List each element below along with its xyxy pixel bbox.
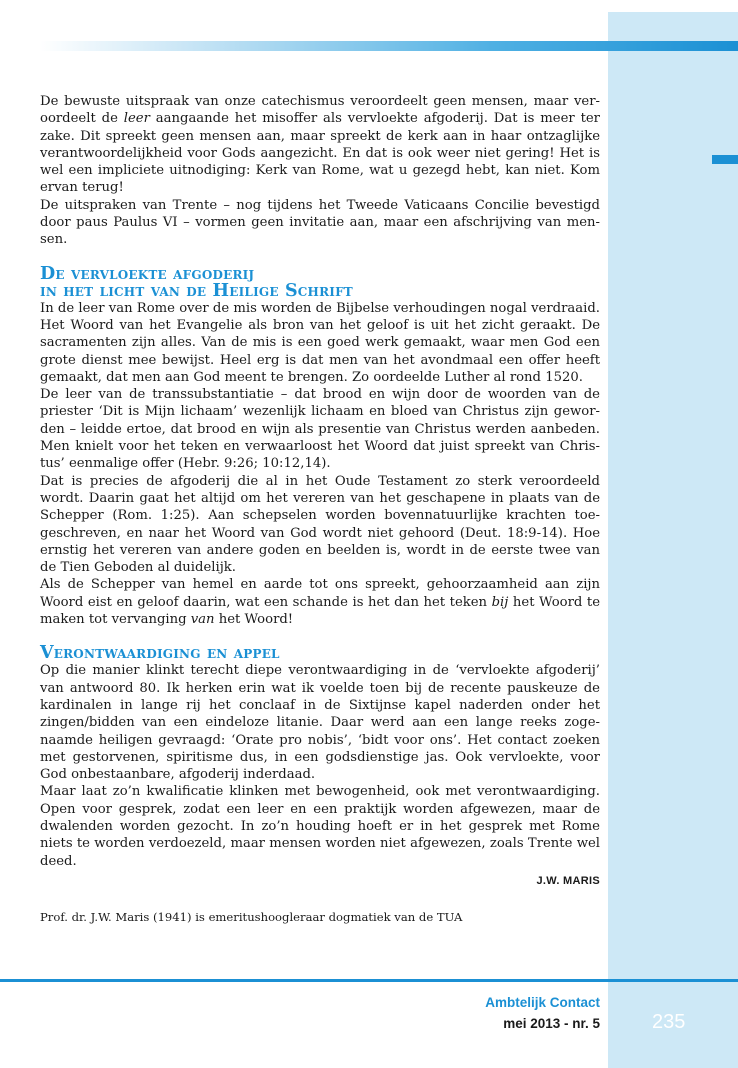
paragraph-2: De uitspraken van Trente – nog tijdens het Tweede Vaticaans Concilie bevestigd door paus Paulus VI – vormen geen invitatie aan, maar een afschrijving van mensen.: [40, 197, 600, 248]
section-heading-verontwaardiging: [40, 645, 600, 662]
emphasis-text: van: [190, 612, 215, 628]
heading-2-text: Verontwaardiging en appel: [40, 643, 280, 664]
paragraph-1: De bewuste uitspraak van onze catechismus veroordeelt geen mensen, maar veroordeelt de leer aangaande het misoffer als vervloekte afgoderij. Dat is meer ter zake. Dit spreekt geen mensen aan, maar spreekt de kerk aan in haar ontzaglijke verantwoordelijkheid voor Gods aangezicht. En dat is ook weer niet gering! Het is wel een impliciete uitnodiging: Kerk van Rome, wat u gezegd hebt, kan niet. Kom ervan terug!: [40, 94, 600, 196]
heading-line-2: in het licht van de Heilige Schrift: [40, 280, 353, 301]
issue-info: mei 2013 - nr. 5: [503, 1016, 600, 1031]
journal-name: Ambtelijk Contact: [485, 995, 600, 1010]
footer-rule: [0, 979, 738, 982]
author-signature: J.W. MARIS: [536, 874, 600, 887]
emphasis-text: leer: [123, 111, 150, 127]
paragraph-6: Als de Schepper van hemel en aarde tot ons spreekt, gehoorzaamheid aan zijn Woord eist en geloof daarin, wat een schande is het dan het teken bij het Woord te maken tot vervanging van het Woord!: [40, 577, 600, 628]
side-color-strip: [608, 12, 738, 1068]
paragraph-5: Dat is precies de afgoderij die al in het Oude Testament zo sterk veroordeeld wordt. Daarin gaat het altijd om het vereren van het geschapene in plaats van de Schepper (Rom. 1:25). Aan schepselen worden bovennatuurlijke krachten toegeschreven, en naar het Woord van God wordt niet gehoord (Deut. 18:9-14). Hoe ernstig het vereren van andere goden en beelden is, wordt in de eerste twee van de Tien Geboden al duidelijk.: [40, 473, 600, 576]
author-footnote: Prof. dr. J.W. Maris (1941) is emeritushoogleraar dogmatiek van de TUA: [40, 909, 463, 924]
section-heading-afgoderij: [40, 263, 600, 301]
side-tab-marker: [712, 155, 738, 164]
page-number: 235: [652, 1011, 686, 1033]
article-body: [40, 93, 600, 925]
paragraph-7: Op die manier klinkt terecht diepe verontwaardiging in de ‘vervloekte afgoderij’ van antwoord 80. Ik herken erin wat ik voelde toen bij de recente pauskeuze de kardinalen in lange rij het conclaaf in de Sixtijnse kapel naderden onder het zingen/bidden van een eindeloze litanie. Daar werd aan een lange reeks zogenaamde heiligen gevraagd: ‘Orate pro nobis’, ‘bidt voor ons’. Het contact zoeken met gestorvenen, spiritisme dus, in een godsdienstige jas. Ook vervloekte, voor God onbestaanbare, afgoderij inderdaad.: [40, 663, 600, 783]
header-gradient-bar: [40, 41, 738, 51]
heading-line-1: De vervloekte afgoderij: [40, 263, 255, 284]
paragraph-8: Maar laat zo’n kwalificatie klinken met bewogenheid, ook met verontwaardiging. Open voor gesprek, zodat een leer en een praktijk worden afgewezen, maar de dwalenden worden gezocht. In zo’n houding hoeft er in het gesprek met Rome niets te worden verdoezeld, maar mensen worden niet afgewezen, zoals Trente wel deed.: [40, 784, 600, 869]
paragraph-3: In de leer van Rome over de mis worden de Bijbelse verhoudingen nogal verdraaid. Het Woord van het Evangelie als bron van het geloof is uit het zicht geraakt. De sacramenten zijn alles. Van de mis is een goed werk gemaakt, waar men God een grote dienst mee bewijst. Heel erg is dat men van het avondmaal een offer heeft gemaakt, dat men aan God meent te brengen. Zo oordeelde Luther al rond 1520.: [40, 300, 600, 385]
paragraph-4: De leer van de transsubstantiatie – dat brood en wijn door de woorden van de priester ‘Dit is Mijn lichaam’ wezenlijk lichaam en bloed van Christus zijn geworden – leidde ertoe, dat brood en wijn als presentie van Christus werden aanbeden. Men knielt voor het teken en verwaarloost het Woord dat juist spreekt van Christus’ eenmalige offer (Hebr. 9:26; 10:12,14).: [40, 387, 600, 472]
emphasis-text: bij: [491, 594, 509, 610]
